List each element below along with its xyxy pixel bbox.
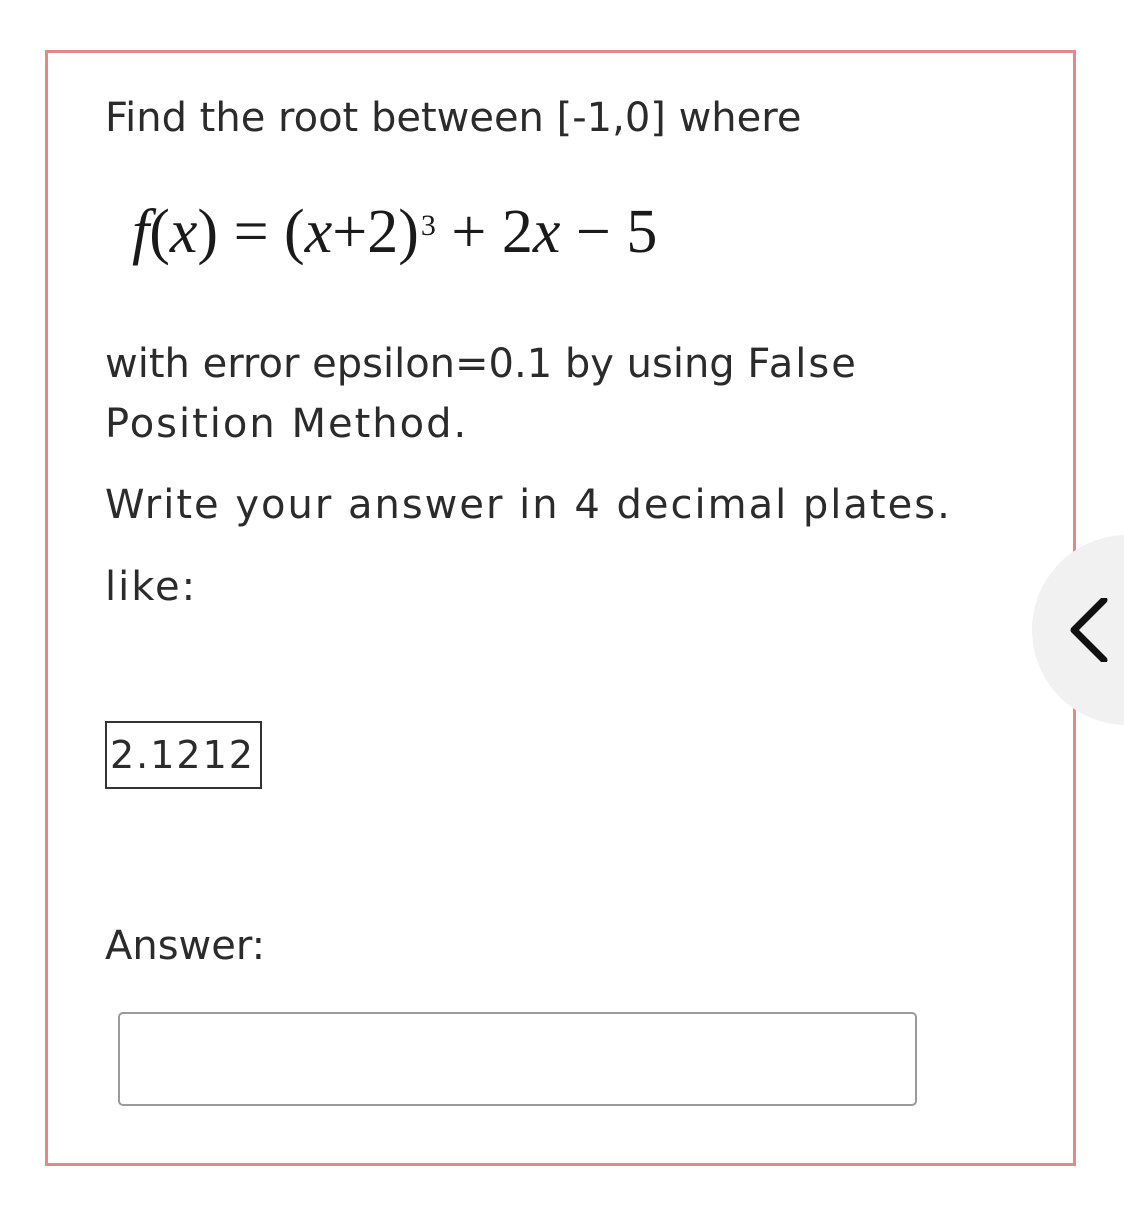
question-intro: Find the root between [-1,0] where — [105, 95, 802, 141]
example-label: like: — [105, 564, 198, 610]
formula-equals: = — [233, 198, 269, 266]
formula-exponent: 3 — [420, 209, 436, 242]
question-line-2-text: with error epsilon=0.1 by using — [105, 341, 748, 387]
formula-function-name: f — [132, 198, 150, 266]
question-line-2 — [105, 340, 858, 388]
method-name-rest: Position Method. — [105, 401, 469, 447]
example-value-box: 2.1212 — [105, 721, 262, 789]
answer-label: Answer: — [105, 923, 266, 969]
method-name-first: False — [747, 341, 858, 387]
chevron-left-icon[interactable] — [1068, 598, 1124, 662]
formula-rest: + 2x − 5 — [451, 198, 658, 266]
answer-input[interactable] — [118, 1012, 917, 1106]
formula-base: (x+2) — [284, 198, 419, 266]
formula-variable: x — [169, 198, 198, 266]
instruction-line: Write your answer in 4 decimal plates. — [105, 482, 952, 528]
formula: $f(x) = (x+2)^3 + 2x - 5$ — [132, 198, 658, 266]
